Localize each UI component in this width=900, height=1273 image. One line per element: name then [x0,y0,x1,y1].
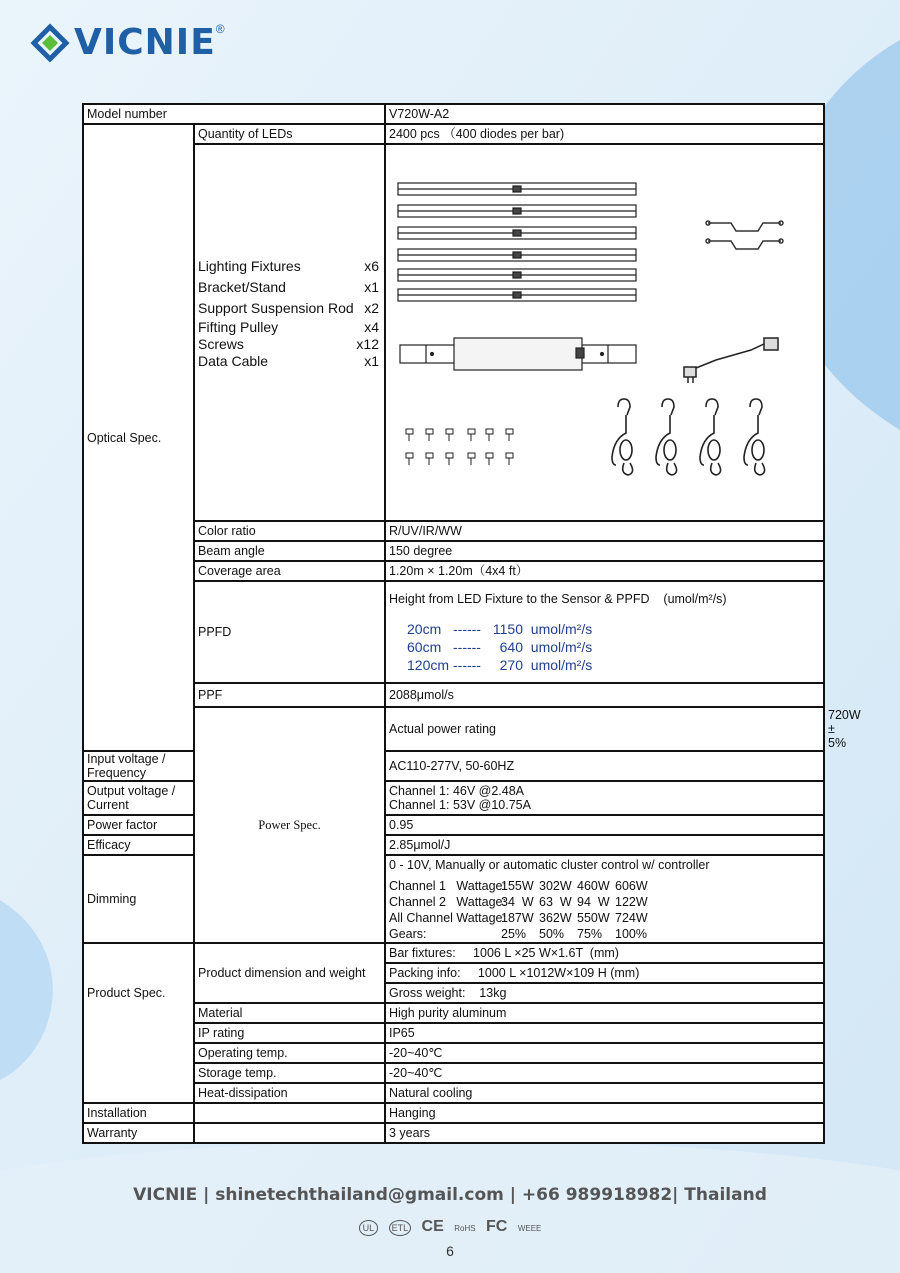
weee-cert-icon: WEEE [517,1224,542,1233]
output-voltage-label: Output voltage / Current [83,781,194,815]
ppfd-header: Height from LED Fixture to the Sensor & PPFD (umol/m²/s) [389,592,727,606]
list-item: Channel 2 Wattage:34 W 63 W 94 W 122W [389,895,648,909]
efficacy-value: 2.85μmol/J [385,835,824,855]
product-spec-label: Product Spec. [83,943,194,1103]
model-label: Model number [83,104,385,124]
installation-empty [194,1103,385,1123]
power-spec-label: Power Spec. [194,707,385,943]
ul-cert-icon: UL [359,1220,379,1236]
bar-fixtures-value: Bar fixtures: 1006 L ×25 W×1.6T (mm) [385,943,824,963]
bracket-stand-icon [400,338,636,370]
table-row [83,707,824,751]
qty-leds-value: 2400 pcs （400 diodes per bar) [385,124,824,144]
installation-label: Installation [83,1103,194,1123]
table-row [83,124,824,144]
table-row [83,943,824,963]
ip-rating-label: IP rating [194,1023,385,1043]
warranty-value: 3 years [385,1123,824,1143]
heat-dissipation-value: Natural cooling [385,1083,824,1103]
fc-cert-icon: FC [486,1218,508,1235]
input-voltage-value: AC110-277V, 50-60HZ [385,751,824,781]
accessories-drawing [386,145,823,517]
etl-cert-icon: ETL [389,1220,412,1236]
beam-angle-label: Beam angle [194,541,385,561]
list-item: Bracket/Stand x1 [198,278,379,295]
ip-rating-value: IP65 [385,1023,824,1043]
coverage-value: 1.20m × 1.20m（4x4 ft） [385,561,824,581]
operating-temp-label: Operating temp. [194,1043,385,1063]
table-row [83,1043,824,1063]
table-row [83,1103,824,1123]
model-value: V720W-A2 [385,104,824,124]
table-row [83,561,824,581]
material-label: Material [194,1003,385,1023]
optical-spec-label: Optical Spec. [83,124,194,751]
list-item: Fifting Pulley x4 [198,318,379,335]
storage-temp-value: -20~40℃ [385,1063,824,1083]
operating-temp-value: -20~40℃ [385,1043,824,1063]
list-item: All Channel Wattage:187W 362W 550W 724W [389,911,648,925]
beam-angle-value: 150 degree [385,541,824,561]
list-item: 20cm ------ 1150 umol/m²/s [407,621,593,637]
table-row [83,144,824,521]
efficacy-label: Efficacy [83,835,194,855]
registered-mark: ® [215,21,225,36]
color-ratio-label: Color ratio [194,521,385,541]
color-ratio-value: R/UV/IR/WW [385,521,824,541]
output-voltage-value: Channel 1: 46V @2.48A Channel 1: 53V @10.75A [385,781,824,815]
gross-weight-value: Gross weight: 13kg [385,983,824,1003]
footer-contact: VICNIE | shinetechthailand@gmail.com | +66 989918982| Thailand [133,1185,767,1205]
screw-icon [406,429,513,465]
list-item: Channel 1 Wattage:155W 302W 460W 606W [389,879,648,893]
list-item: Support Suspension Rod x2 [198,299,379,316]
table-row [83,541,824,561]
installation-value: Hanging [385,1103,824,1123]
table-row [83,581,824,683]
table-row [83,1063,824,1083]
list-item: 60cm ------ 640 umol/m²/s [407,639,593,655]
coverage-label: Coverage area [194,561,385,581]
dimming-header: 0 - 10V, Manually or automatic cluster control w/ controller [389,858,710,872]
data-cable-icon [684,338,778,383]
list-item: Data Cable x1 [198,352,379,369]
power-factor-value: 0.95 [385,815,824,835]
list-item: Lighting Fixtures x6 [198,257,379,274]
ce-cert-icon: CE [421,1218,444,1235]
packing-info-value: Packing info: 1000 L ×1012W×109 H (mm) [385,963,824,983]
accessories-list [194,144,385,521]
warranty-empty [194,1123,385,1143]
list-item: 120cm ------ 270 umol/m²/s [407,657,593,673]
table-row [83,1003,824,1023]
rohs-cert-icon: RoHS [454,1224,476,1233]
product-dimension-label: Product dimension and weight [194,943,385,1003]
table-row [83,1023,824,1043]
input-voltage-label: Input voltage / Frequency [83,751,194,781]
actual-power-label: Actual power rating [385,707,824,751]
page-number: 6 [446,1243,454,1259]
table-row [83,104,824,124]
ppfd-label: PPFD [194,581,385,683]
warranty-label: Warranty [83,1123,194,1143]
material-value: High purity aluminum [385,1003,824,1023]
table-row [83,1123,824,1143]
brand-logo [30,22,225,63]
ppf-label: PPF [194,683,385,707]
ppf-value: 2088μmol/s [385,683,824,707]
ppfd-value [385,581,824,683]
certification-icons [0,1218,900,1236]
vicnie-logo-icon [30,23,70,63]
table-row [83,683,824,707]
suspension-rod-icon [706,221,783,249]
power-factor-label: Power factor [83,815,194,835]
table-row [83,1083,824,1103]
light-bar-icon [398,183,636,301]
list-item: Gears: 25% 50% 75% 100% [389,927,647,941]
heat-dissipation-label: Heat-dissipation [194,1083,385,1103]
list-item: Screws x12 [198,335,379,352]
accessories-illustration [385,144,824,521]
pulley-icon [612,399,765,475]
dimming-value [385,855,824,943]
brand-name: VICNIE [74,22,216,63]
qty-leds-label: Quantity of LEDs [194,124,385,144]
storage-temp-label: Storage temp. [194,1063,385,1083]
spec-table [82,103,825,1144]
dimming-label: Dimming [83,855,194,943]
table-row [83,521,824,541]
